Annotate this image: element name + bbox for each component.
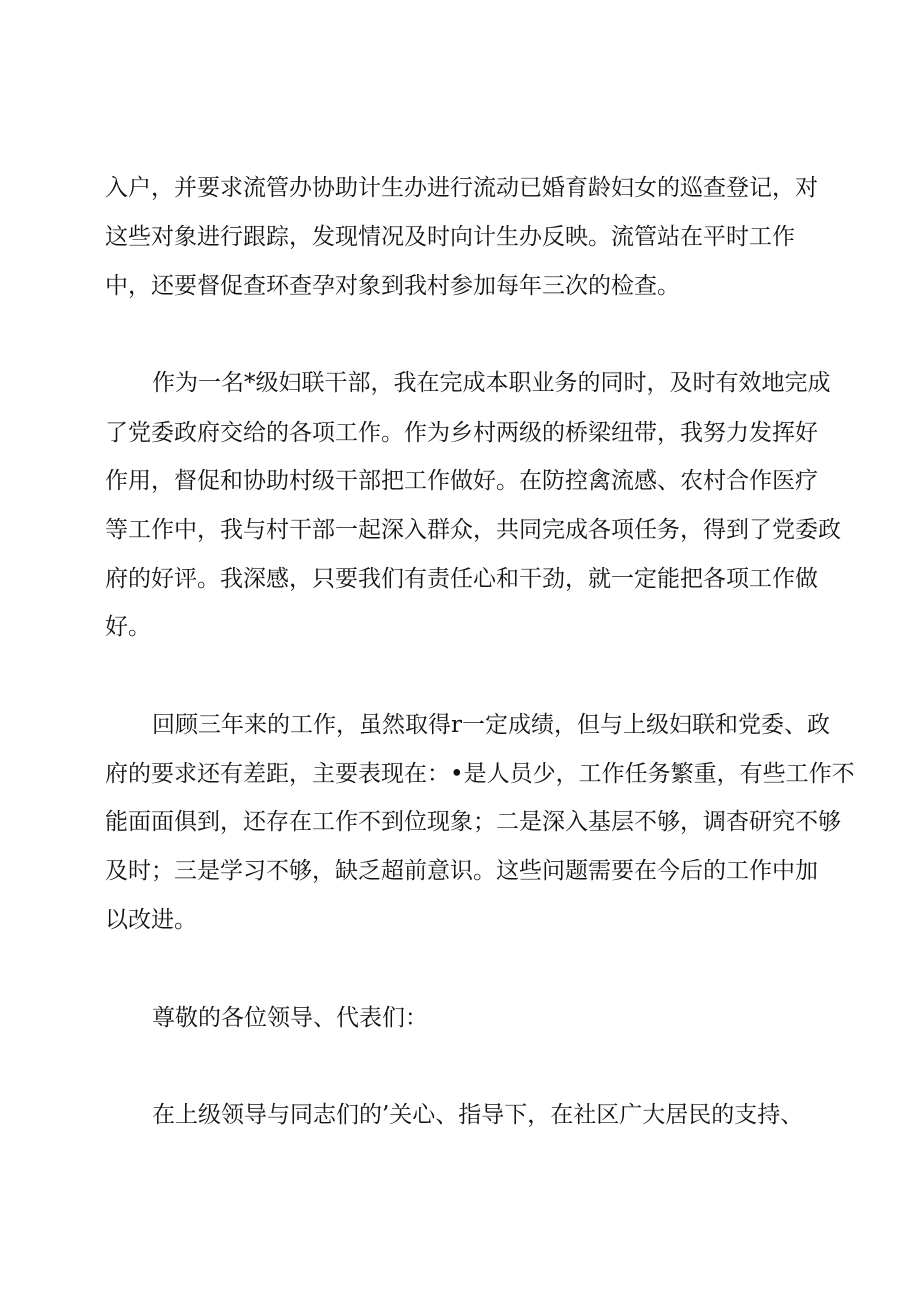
paragraph-5-line-1: 在上级领导与同志们的’关心、指导下，在社区广大居民的支持、 [152, 1102, 804, 1128]
paragraph-3-line-1: 回顾三年来的工作，虽然取得r一定成绩，但与上级妇联和党委、政 [152, 712, 830, 738]
paragraph-2-line-4: 等工作中，我与村干部一起深入群众，共同完成各项任务，得到了党委政 [105, 517, 841, 543]
paragraph-2-line-3: 作用，督促和协助村级干部把工作做好。在防控禽流感、农村合作医疗 [105, 468, 818, 494]
salutation-line: 尊敬的各位领导、代表们： [152, 1005, 428, 1031]
paragraph-2-line-5: 府的好评。我深感，只要我们有责任心和干劲，就一定能把各项工作做 [105, 566, 818, 592]
paragraph-2-line-2: 了党委政府交给的各项工作。作为乡村两级的桥梁纽带，我努力发挥好 [105, 420, 818, 446]
paragraph-3-line-2: 府的要求还有差距，主要表现在：•是人员少，工作任务繁重，有些工作不 [105, 761, 855, 787]
paragraph-1-line-3: 中，还要督促查环查孕对象到我村参加每年三次的检查。 [105, 273, 680, 299]
paragraph-2-line-6: 好。 [105, 614, 151, 640]
paragraph-3-line-5: 以改进。 [105, 907, 197, 933]
paragraph-3-line-4: 及时；三是学习不够，缺乏超前意识。这些问题需要在今后的工作中加 [105, 858, 818, 884]
paragraph-1-line-2: 这些对象进行跟踪，发现情况及时向计生办反映。流管站在平时工作 [105, 224, 795, 250]
paragraph-3-line-3: 能面面俱到，还存在工作不到位现象；二是深入基层不够，调杳研究不够 [105, 809, 841, 835]
paragraph-1-line-1: 入户，并要求流管办协助计生办进行流动已婚育龄妇女的巡查登记，对 [105, 175, 818, 201]
paragraph-2-line-1: 作为一名*级妇联干部，我在完成本职业务的同时，及时有效地完成 [152, 370, 831, 396]
